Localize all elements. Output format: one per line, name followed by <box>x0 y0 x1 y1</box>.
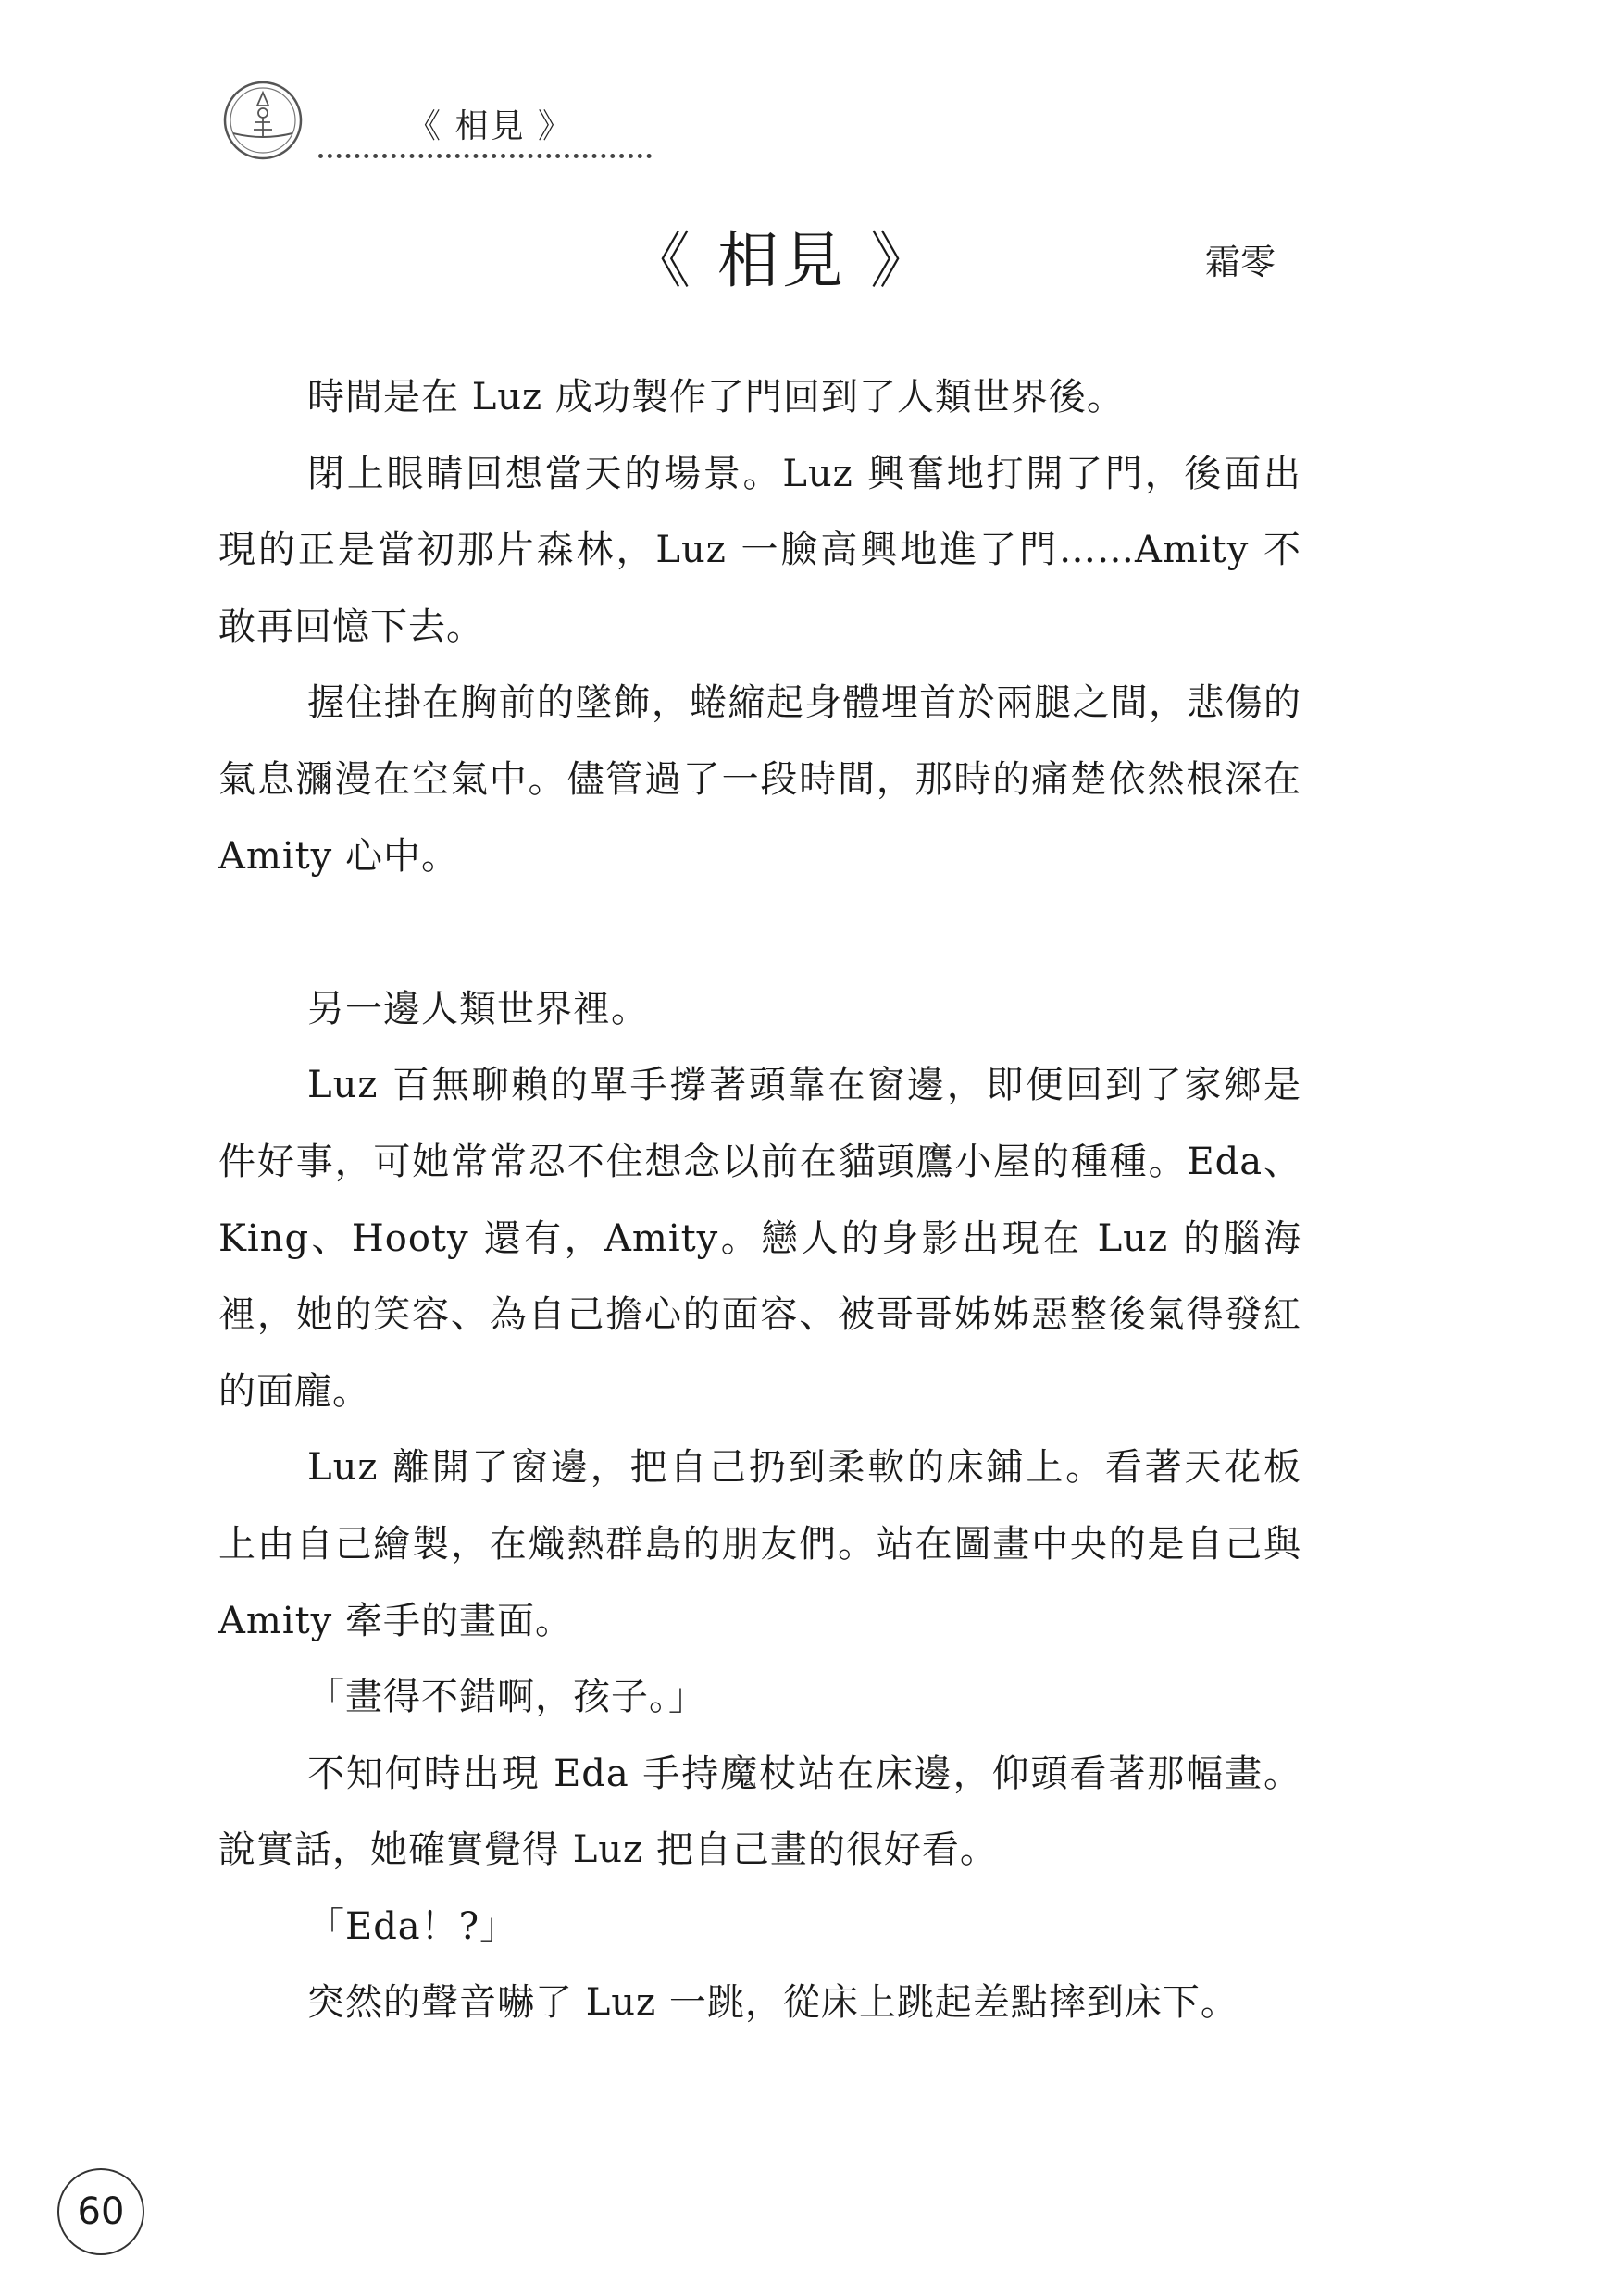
story-title: 《 相見 》 <box>629 225 935 296</box>
paragraph: Luz 離開了窗邊，把自己扔到柔軟的床鋪上。看著天花板上由自己繪製，在熾熱群島的朋友們。站在圖畫中央的是自己與 Amity 牽手的畫面。 <box>218 1446 1301 1642</box>
blank-line <box>218 894 1301 971</box>
paragraph: 「Eda！?」 <box>307 1904 518 1948</box>
paragraph: Luz 百無聊賴的單手撐著頭靠在窗邊，即便回到了家鄉是件好事，可她常常忍不住想念以前在貓頭鷹小屋的種種。Eda、King、Hooty 還有，Amity。戀人的身影出現在 Luz 的腦海裡，她的笑容、為自己擔心的面容、被哥哥姊姊惡整後氣得發紅的面龐。 <box>218 1064 1301 1413</box>
page-number: 60 <box>57 2168 144 2255</box>
emblem-logo-icon <box>222 80 304 161</box>
paragraph: 突然的聲音嚇了 Luz 一跳，從床上跳起差點摔到床下。 <box>307 1981 1238 2025</box>
story-author: 霜零 <box>1205 242 1276 282</box>
header-dotted-rule <box>318 135 652 158</box>
paragraph: 「畫得不錯啊，孩子。」 <box>307 1676 706 1719</box>
paragraph: 不知何時出現 Eda 手持魔杖站在床邊，仰頭看著那幅畫。說實話，她確實覺得 Luz 把自己畫的很好看。 <box>218 1752 1301 1872</box>
paragraph: 握住掛在胸前的墜飾，蜷縮起身體埋首於兩腿之間，悲傷的氣息瀰漫在空氣中。儘管過了一段時間，那時的痛楚依然根深在 Amity 心中。 <box>218 681 1301 878</box>
paragraph: 閉上眼睛回想當天的場景。Luz 興奮地打開了門，後面出現的正是當初那片森林，Luz 一臉高興地進了門……Amity 不敢再回憶下去。 <box>218 452 1301 648</box>
paragraph: 時間是在 Luz 成功製作了門回到了人類世界後。 <box>307 376 1125 418</box>
paragraph: 另一邊人類世界裡。 <box>307 987 649 1030</box>
running-header-title: 《 相見 》 <box>407 107 573 145</box>
story-body <box>218 359 1301 2041</box>
